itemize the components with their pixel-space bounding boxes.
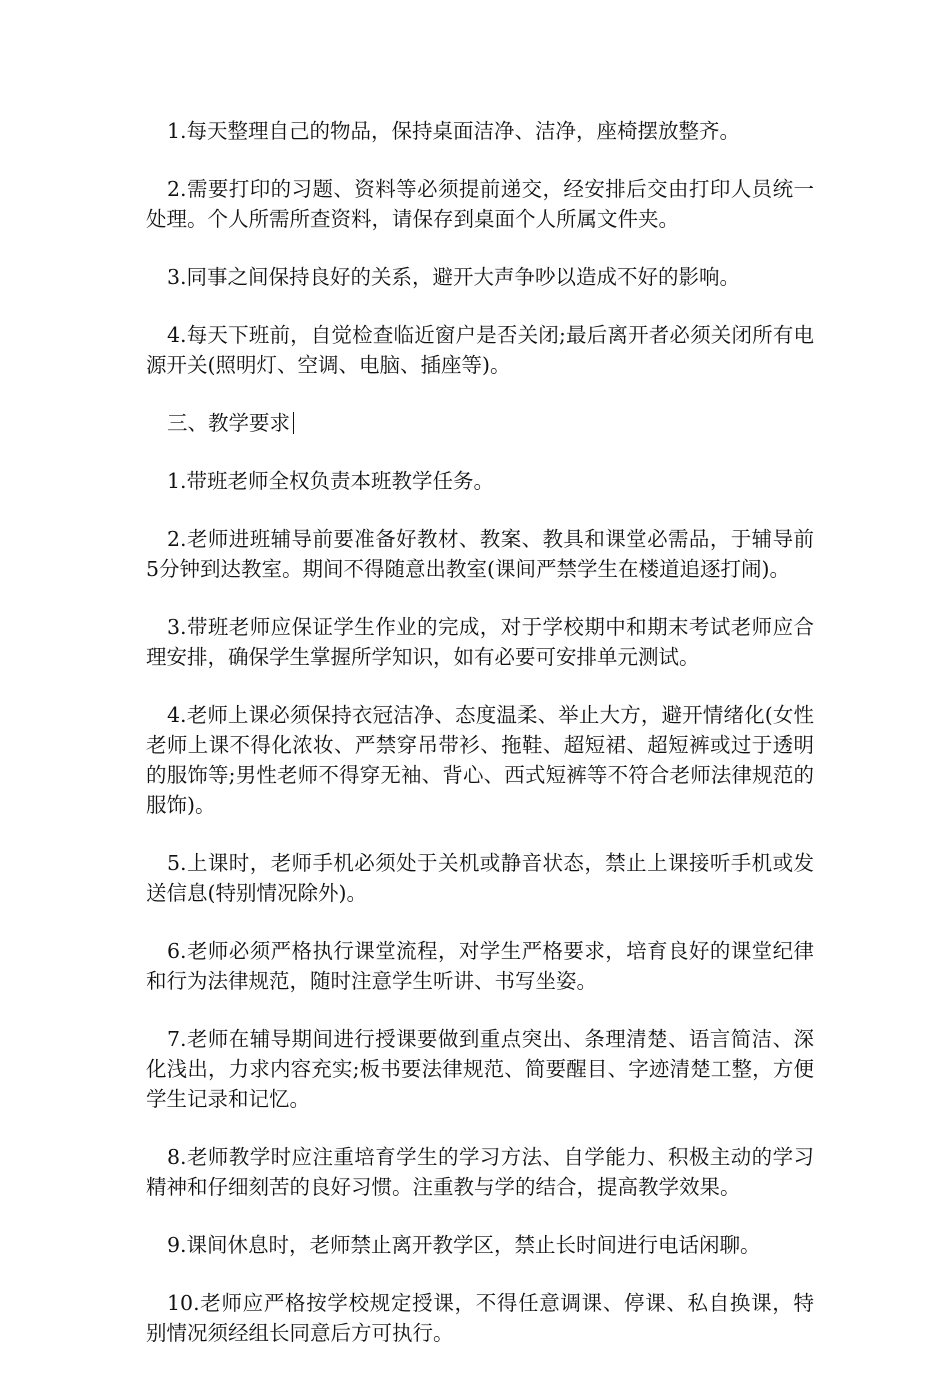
teaching-rule-5: 5.上课时，老师手机必须处于关机或静音状态，禁止上课接听手机或发送信息(特别情况除外)。 — [146, 851, 814, 905]
office-rule-4: 4.每天下班前，自觉检查临近窗户是否关闭;最后离开者必须关闭所有电源开关(照明灯、空调、电脑、插座等)。 — [146, 323, 814, 377]
teaching-rule-7: 7.老师在辅导期间进行授课要做到重点突出、条理清楚、语言简洁、深化浅出，力求内容充实;板书要法律规范、简要醒目、字迹清楚工整，方便学生记录和记忆。 — [146, 1027, 814, 1111]
document-body — [146, 116, 814, 1376]
teaching-rule-3: 3.带班老师应保证学生作业的完成，对于学校期中和期末考试老师应合理安排，确保学生掌握所学知识，如有必要可安排单元测试。 — [146, 615, 814, 669]
section-heading-text: 三、教学要求 — [167, 411, 290, 435]
text-cursor — [293, 412, 294, 434]
office-rule-2: 2.需要打印的习题、资料等必须提前递交，经安排后交由打印人员统一处理。个人所需所查资料，请保存到桌面个人所属文件夹。 — [146, 177, 814, 231]
teaching-rule-10: 10.老师应严格按学校规定授课，不得任意调课、停课、私自换课，特别情况须经组长同意后方可执行。 — [146, 1291, 814, 1345]
teaching-rule-4: 4.老师上课必须保持衣冠洁净、态度温柔、举止大方，避开情绪化(女性老师上课不得化浓妆、严禁穿吊带衫、拖鞋、超短裙、超短裤或过于透明的服饰等;男性老师不得穿无袖、背心、西式短裤等不符合老师法律规范的服饰)。 — [146, 703, 814, 817]
teaching-rule-1: 1.带班老师全权负责本班教学任务。 — [167, 469, 495, 493]
teaching-rule-2: 2.老师进班辅导前要准备好教材、教案、教具和课堂必需品，于辅导前5分钟到达教室。期间不得随意出教室(课间严禁学生在楼道追逐打闹)。 — [146, 527, 814, 581]
teaching-rule-8: 8.老师教学时应注重培育学生的学习方法、自学能力、积极主动的学习精神和仔细刻苦的良好习惯。注重教与学的结合，提高教学效果。 — [146, 1145, 814, 1199]
teaching-rule-9: 9.课间休息时，老师禁止离开教学区，禁止长时间进行电话闲聊。 — [167, 1233, 761, 1257]
office-rule-3: 3.同事之间保持良好的关系，避开大声争吵以造成不好的影响。 — [167, 265, 741, 289]
section-heading — [146, 408, 814, 438]
teaching-rule-6: 6.老师必须严格执行课堂流程，对学生严格要求，培育良好的课堂纪律和行为法律规范，随时注意学生听讲、书写坐姿。 — [146, 939, 814, 993]
office-rule-1: 1.每天整理自己的物品，保持桌面洁净、洁净，座椅摆放整齐。 — [167, 119, 741, 143]
